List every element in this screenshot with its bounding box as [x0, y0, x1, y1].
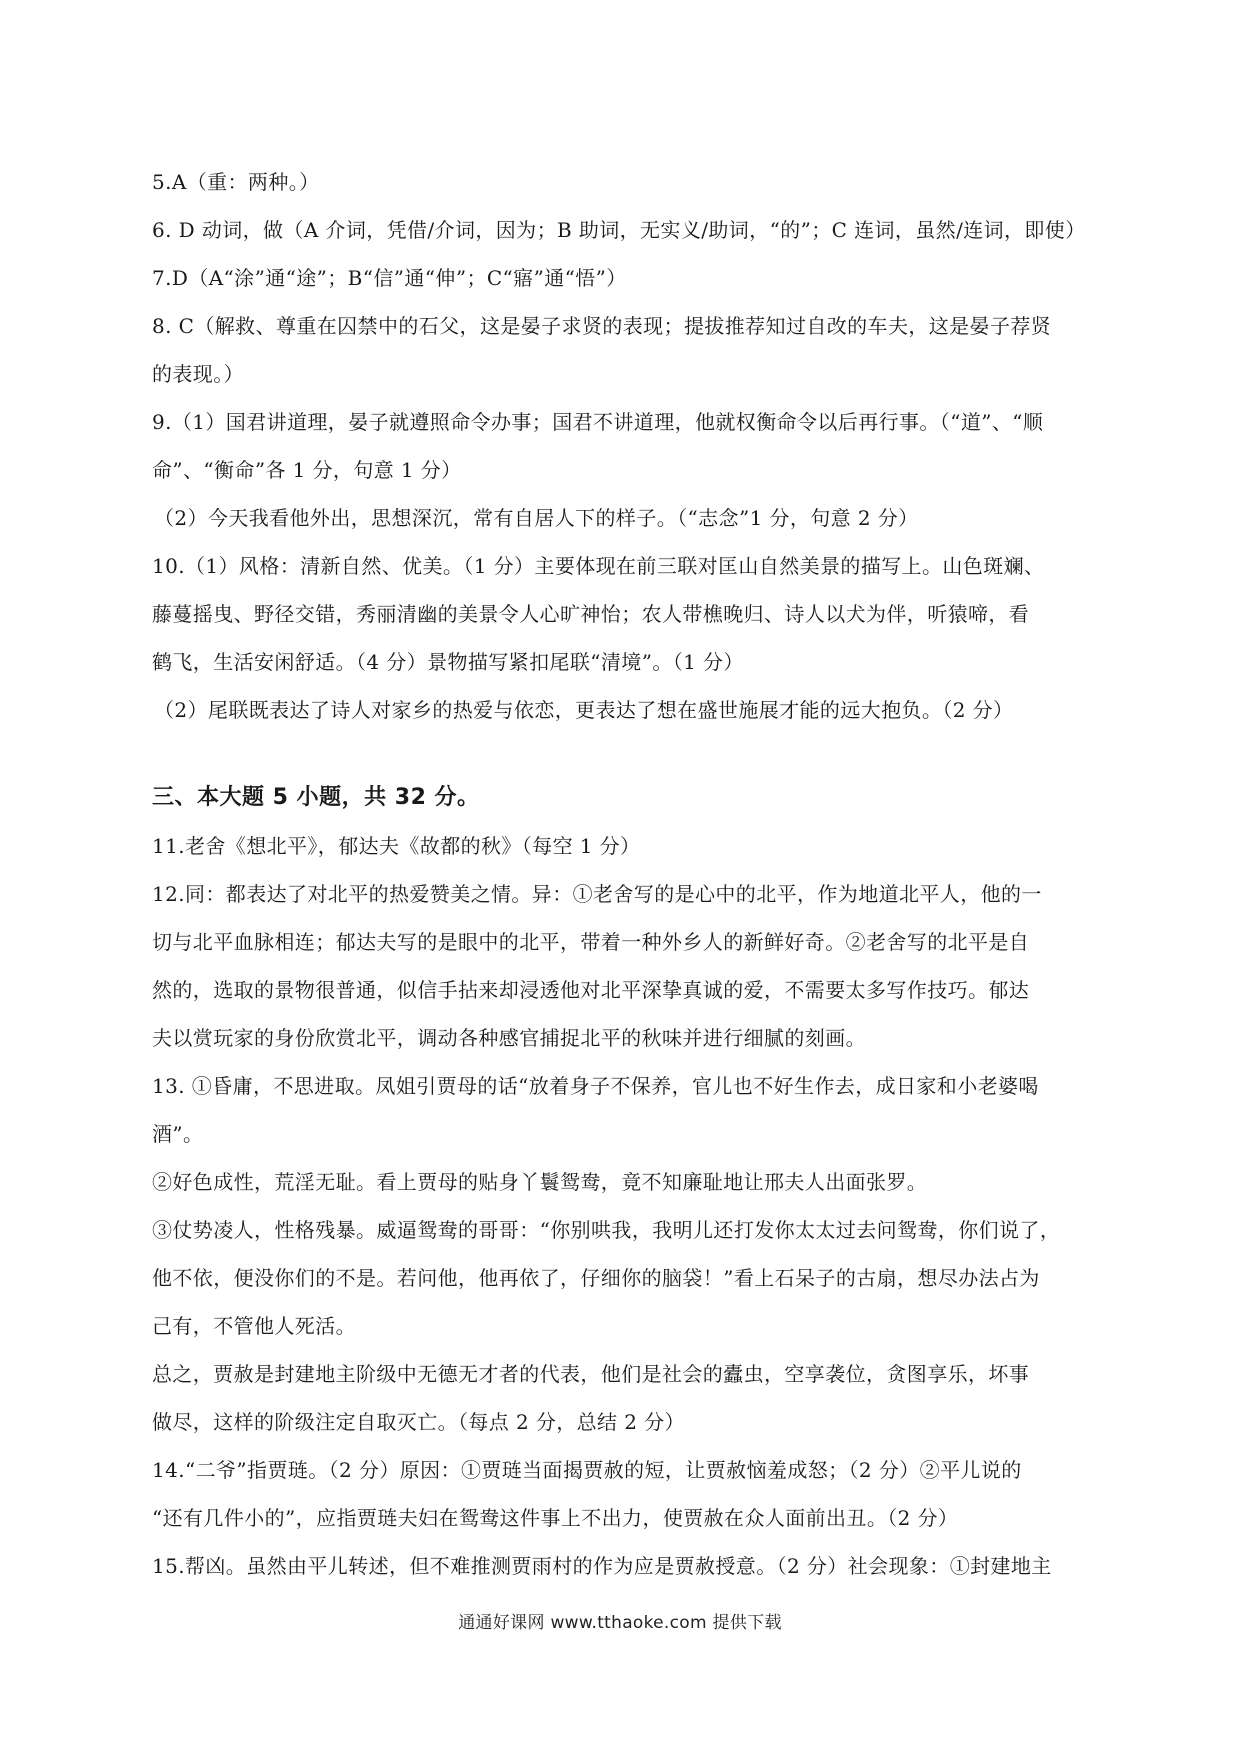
answer-line: 9.（1）国君讲道理，晏子就遵照命令办事；国君不讲道理，他就权衡命令以后再行事。（“道”、“顺 [152, 410, 1044, 434]
answer-line: 然的，选取的景物很普通，似信手拈来却浸透他对北平深挚真诚的爱，不需要太多写作技巧。郁达 [152, 978, 1030, 1002]
answer-line: 11.老舍《想北平》，郁达夫《故都的秋》（每空 1 分） [152, 834, 641, 858]
answer-line: 7.D（A“涂”通“途”；B“信”通“伸”；C“寤”通“悟”） [152, 266, 627, 290]
answer-line: 他不依，便没你们的不是。若问他，他再依了，仔细你的脑袋！”看上石呆子的古扇，想尽办法占为 [152, 1266, 1040, 1290]
answer-line: 12.同：都表达了对北平的热爱赞美之情。异：①老舍写的是心中的北平，作为地道北平人，他的一 [152, 882, 1042, 906]
answer-line: 6. D 动词，做（A 介词，凭借/介词，因为；B 助词，无实义/助词，“的”；C 连词，虽然/连词，即使） [152, 218, 1086, 242]
answer-line: ②好色成性，荒淫无耻。看上贾母的贴身丫鬟鸳鸯，竟不知廉耻地让邢夫人出面张罗。 [152, 1170, 928, 1194]
answer-line: ③仗势凌人，性格残暴。威逼鸳鸯的哥哥：“你别哄我，我明儿还打发你太太过去问鸳鸯，你们说了， [152, 1218, 1061, 1242]
section-3-heading: 三、本大题 5 小题，共 32 分。 [152, 785, 480, 810]
answer-line: 总之，贾赦是封建地主阶级中无德无才者的代表，他们是社会的蠹虫，空享袭位，贪图享乐，坏事 [152, 1362, 1030, 1386]
answer-line: 酒”。 [152, 1122, 204, 1146]
answer-line: 己有，不管他人死活。 [152, 1314, 356, 1338]
answer-line: 5.A（重：两种。） [152, 170, 320, 194]
footer-source-text: 通通好课网 www.tthaoke.com 提供下载 [458, 1613, 782, 1633]
answer-line: （2）今天我看他外出，思想深沉，常有自居人下的样子。（“志念”1 分，句意 2 分） [154, 506, 919, 530]
answer-line: 夫以赏玩家的身份欣赏北平，调动各种感官捕捉北平的秋味并进行细腻的刻画。 [152, 1026, 866, 1050]
answer-line: “还有几件小的”，应指贾琏夫妇在鸳鸯这件事上不出力，使贾赦在众人面前出丑。（2 分） [152, 1506, 959, 1530]
answer-content [152, 158, 1102, 1590]
answer-line: 切与北平血脉相连；郁达夫写的是眼中的北平，带着一种外乡人的新鲜好奇。②老舍写的北平是自 [152, 930, 1030, 954]
answer-line: 的表现。） [152, 362, 244, 386]
answer-line: 命”、“衡命”各 1 分，句意 1 分） [152, 458, 462, 482]
answer-line: 13. ①昏庸，不思进取。凤姐引贾母的话“放着身子不保养，官儿也不好生作去，成日家和小老婆喝 [152, 1074, 1039, 1098]
answer-line: （2）尾联既表达了诗人对家乡的热爱与依恋，更表达了想在盛世施展才能的远大抱负。（2 分） [154, 698, 1014, 722]
answer-line: 15.帮凶。虽然由平儿转述，但不难推测贾雨村的作为应是贾赦授意。（2 分）社会现象：①封建地主 [152, 1554, 1052, 1578]
answers-part-3 [152, 822, 1102, 1590]
answers-part-2 [152, 158, 1102, 734]
section-gap [152, 734, 1102, 774]
answer-line: 鹤飞，生活安闲舒适。（4 分）景物描写紧扣尾联“清境”。（1 分） [152, 650, 744, 674]
answer-line: 藤蔓摇曳、野径交错，秀丽清幽的美景令人心旷神怡；农人带樵晚归、诗人以犬为伴，听猿啼，看 [152, 602, 1030, 626]
answer-line: 10.（1）风格：清新自然、优美。（1 分）主要体现在前三联对匡山自然美景的描写上。山色斑斓、 [152, 554, 1045, 578]
answer-line: 8. C（解救、尊重在囚禁中的石父，这是晏子求贤的表现；提拔推荐知过自改的车夫，这是晏子荐贤 [152, 314, 1052, 338]
answer-line: 14.“二爷”指贾琏。（2 分）原因：①贾琏当面揭贾赦的短，让贾赦恼羞成怒；（2 分）②平儿说的 [152, 1458, 1022, 1482]
answer-line: 做尽，这样的阶级注定自取灭亡。（每点 2 分，总结 2 分） [152, 1410, 685, 1434]
